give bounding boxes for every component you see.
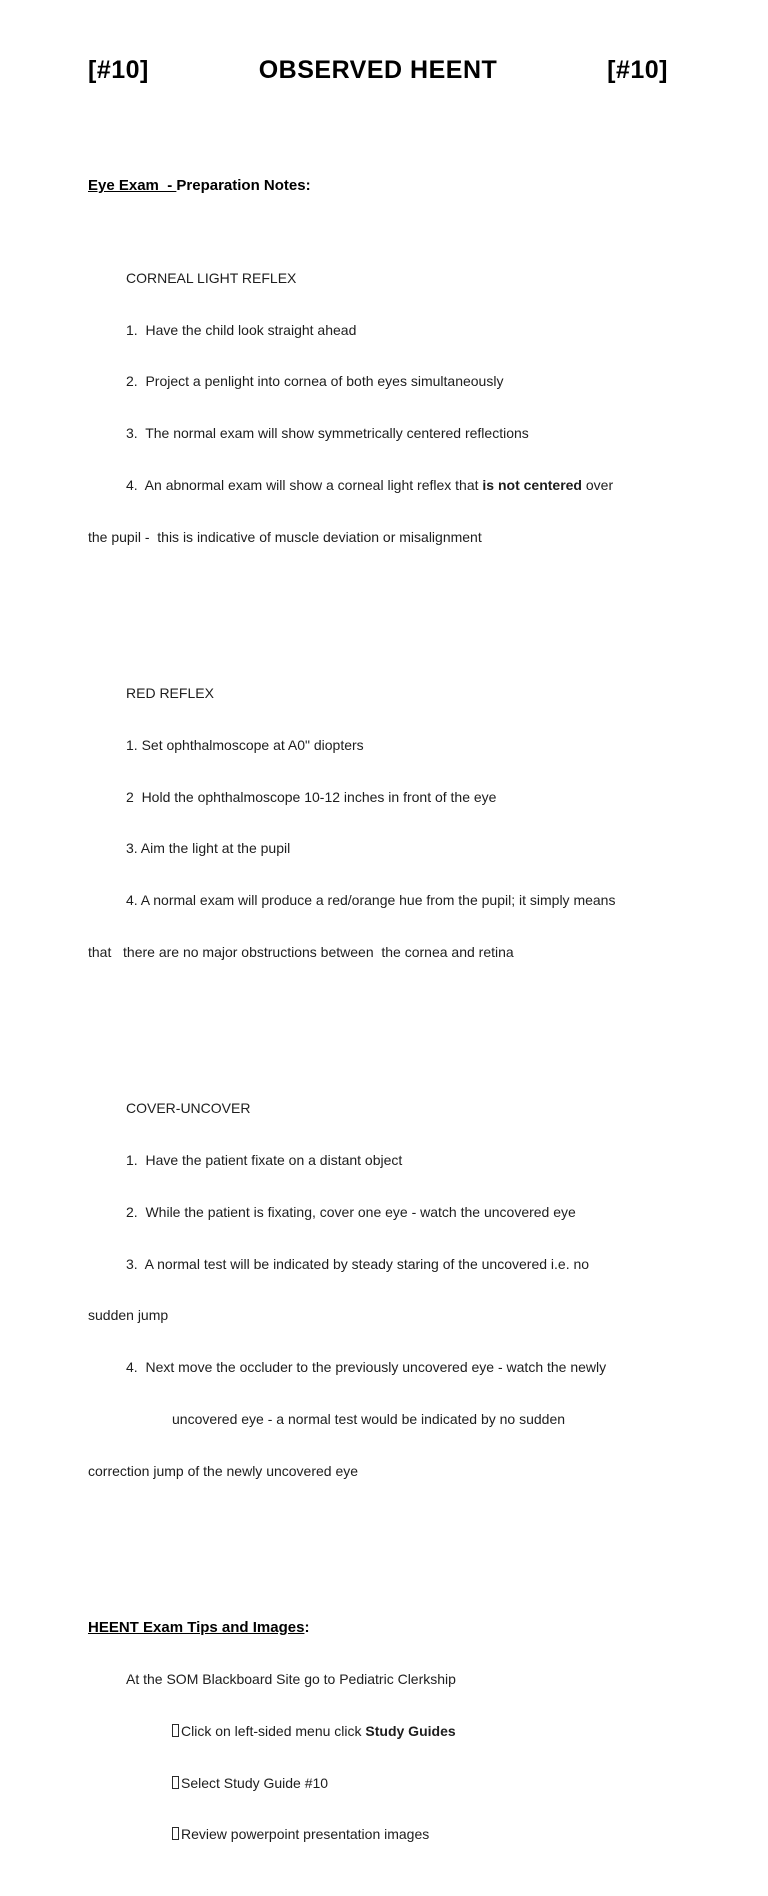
red-reflex-item-3: 3. Aim the light at the pupil xyxy=(126,840,291,857)
cover-uncover-item-2: 2. While the patient is fixating, cover one eye - watch the uncovered eye xyxy=(126,1203,576,1220)
spacer-line xyxy=(88,1013,708,1030)
corneal-item-4-post: over xyxy=(582,477,614,494)
corneal-item-2: 2. Project a penlight into cornea of both eyes simultaneously xyxy=(126,373,504,390)
corneal-item-4 xyxy=(88,477,708,494)
cover-uncover-item-4-wrap-2: correction jump of the newly uncovered eye xyxy=(88,1463,359,1480)
red-reflex-item-2: 2 Hold the ophthalmoscope 10-12 inches in front of the eye xyxy=(126,788,497,805)
eye-exam-heading-rest: Preparation Notes: xyxy=(176,177,311,195)
tips-bullet-3-text: Review powerpoint presentation images xyxy=(181,1826,430,1843)
tips-bullet-2-text: Select Study Guide #10 xyxy=(181,1774,329,1791)
eye-exam-heading-underlined: Eye Exam - xyxy=(88,177,177,195)
section-heading-eye-exam xyxy=(88,177,708,194)
tips-bullet-1-text: Click on left-sided menu click xyxy=(181,1722,366,1739)
missing-glyph-box-icon xyxy=(172,1724,179,1737)
subsection-title-corneal: CORNEAL LIGHT REFLEX xyxy=(126,269,297,286)
cover-uncover-item-1: 1. Have the patient fixate on a distant object xyxy=(126,1151,403,1168)
cover-uncover-item-4: 4. Next move the occluder to the previously uncovered eye - watch the newly xyxy=(126,1359,607,1376)
section-heading-tips xyxy=(88,1619,708,1636)
document-body xyxy=(88,108,708,1896)
tips-intro-line: At the SOM Blackboard Site go to Pediatric Clerkship xyxy=(126,1670,456,1687)
tips-heading-underlined: HEENT Exam Tips and Images xyxy=(88,1618,305,1636)
corneal-item-4-wrap: the pupil - this is indicative of muscle deviation or misalignment xyxy=(88,529,482,546)
tips-bullet-1 xyxy=(88,1723,708,1740)
tips-bullet-2 xyxy=(88,1775,708,1792)
corneal-item-4-pre: 4. An abnormal exam will show a corneal light reflex that xyxy=(126,477,483,494)
subsection-title-cover-uncover: COVER-UNCOVER xyxy=(126,1099,251,1116)
tips-bullet-1-bold: Study Guides xyxy=(365,1722,456,1739)
red-reflex-item-4: 4. A normal exam will produce a red/orange hue from the pupil; it simply means xyxy=(126,892,616,909)
page-title: OBSERVED HEENT xyxy=(258,56,498,84)
spacer-line xyxy=(88,1532,708,1549)
cover-uncover-item-3: 3. A normal test will be indicated by steady staring of the uncovered i.e. no xyxy=(126,1255,590,1272)
tips-heading-colon: : xyxy=(304,1618,310,1636)
missing-glyph-box-icon xyxy=(172,1776,179,1789)
title-right-tag: [#10] xyxy=(607,56,668,84)
cover-uncover-item-3-wrap: sudden jump xyxy=(88,1307,169,1324)
missing-glyph-box-icon xyxy=(172,1827,179,1840)
spacer-line xyxy=(88,598,708,615)
tips-bullet-3 xyxy=(88,1826,708,1843)
red-reflex-item-1: 1. Set ophthalmoscope at A0" diopters xyxy=(126,736,364,753)
corneal-item-3: 3. The normal exam will show symmetrically centered reflections xyxy=(126,425,529,442)
cover-uncover-item-4-wrap-1: uncovered eye - a normal test would be indicated by no sudden xyxy=(172,1411,566,1428)
document-title-row xyxy=(88,56,668,85)
corneal-item-4-bold: is not centered xyxy=(482,477,582,494)
corneal-item-1: 1. Have the child look straight ahead xyxy=(126,321,357,338)
subsection-title-red-reflex: RED REFLEX xyxy=(126,684,214,701)
red-reflex-item-4-wrap: that there are no major obstructions between the cornea and retina xyxy=(88,944,514,961)
title-left-tag: [#10] xyxy=(88,56,149,84)
